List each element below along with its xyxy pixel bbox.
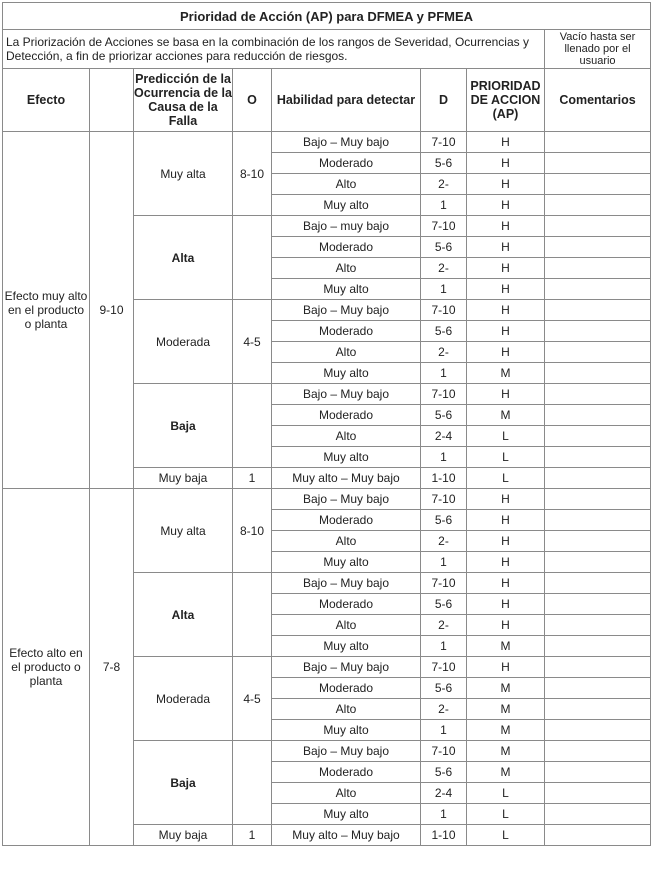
detection-cell: Moderado bbox=[272, 510, 421, 531]
detection-rank: 5-6 bbox=[421, 762, 467, 783]
header-comentarios: Comentarios bbox=[545, 69, 651, 132]
detection-rank: 2- bbox=[421, 258, 467, 279]
detection-cell: Alto bbox=[272, 783, 421, 804]
comment-cell bbox=[545, 153, 651, 174]
header-severity bbox=[90, 69, 134, 132]
detection-rank: 1 bbox=[421, 804, 467, 825]
detection-rank: 7-10 bbox=[421, 384, 467, 405]
header-prioridad: PRIORIDAD DE ACCION (AP) bbox=[467, 69, 545, 132]
ap-cell: H bbox=[467, 615, 545, 636]
ap-cell: H bbox=[467, 153, 545, 174]
detection-rank: 5-6 bbox=[421, 237, 467, 258]
detection-cell: Bajo – Muy bajo bbox=[272, 657, 421, 678]
ap-cell: M bbox=[467, 363, 545, 384]
ap-cell: L bbox=[467, 426, 545, 447]
comment-cell bbox=[545, 342, 651, 363]
detection-cell: Muy alto bbox=[272, 447, 421, 468]
detection-cell: Bajo – Muy bajo bbox=[272, 384, 421, 405]
comment-cell bbox=[545, 678, 651, 699]
detection-cell: Moderado bbox=[272, 678, 421, 699]
ap-table bbox=[2, 2, 651, 846]
ap-cell: M bbox=[467, 720, 545, 741]
ap-cell: H bbox=[467, 258, 545, 279]
ap-cell: M bbox=[467, 636, 545, 657]
detection-cell: Alto bbox=[272, 699, 421, 720]
detection-rank: 1 bbox=[421, 279, 467, 300]
comment-cell bbox=[545, 195, 651, 216]
occurrence-rank bbox=[233, 216, 272, 300]
detection-rank: 7-10 bbox=[421, 132, 467, 153]
detection-cell: Bajo – Muy bajo bbox=[272, 489, 421, 510]
detection-cell: Moderado bbox=[272, 594, 421, 615]
comment-cell bbox=[545, 300, 651, 321]
ap-cell: H bbox=[467, 657, 545, 678]
occurrence-rank: 8-10 bbox=[233, 132, 272, 216]
occurrence-label: Moderada bbox=[134, 300, 233, 384]
ap-cell: M bbox=[467, 762, 545, 783]
comment-cell bbox=[545, 783, 651, 804]
detection-rank: 5-6 bbox=[421, 321, 467, 342]
comment-cell bbox=[545, 531, 651, 552]
header-prediccion: Predicción de la Ocurrencia de la Causa de la Falla bbox=[134, 69, 233, 132]
ap-cell: L bbox=[467, 468, 545, 489]
detection-rank: 5-6 bbox=[421, 678, 467, 699]
detection-cell: Muy alto bbox=[272, 804, 421, 825]
detection-rank: 2- bbox=[421, 615, 467, 636]
ap-cell: H bbox=[467, 321, 545, 342]
detection-cell: Muy alto bbox=[272, 195, 421, 216]
comment-cell bbox=[545, 216, 651, 237]
comment-cell bbox=[545, 825, 651, 846]
ap-cell: M bbox=[467, 699, 545, 720]
detection-cell: Muy alto bbox=[272, 363, 421, 384]
detection-rank: 1 bbox=[421, 195, 467, 216]
severity-cell: 7-8 bbox=[90, 489, 134, 846]
severity-cell: 9-10 bbox=[90, 132, 134, 489]
ap-cell: H bbox=[467, 573, 545, 594]
ap-cell: H bbox=[467, 594, 545, 615]
comment-cell bbox=[545, 636, 651, 657]
header-habilidad: Habilidad para detectar bbox=[272, 69, 421, 132]
detection-rank: 7-10 bbox=[421, 216, 467, 237]
ap-cell: H bbox=[467, 279, 545, 300]
header-o: O bbox=[233, 69, 272, 132]
detection-rank: 2- bbox=[421, 531, 467, 552]
detection-cell: Muy alto bbox=[272, 552, 421, 573]
comment-cell bbox=[545, 762, 651, 783]
detection-rank: 2-4 bbox=[421, 426, 467, 447]
ap-cell: H bbox=[467, 237, 545, 258]
detection-rank: 1 bbox=[421, 636, 467, 657]
comment-cell bbox=[545, 363, 651, 384]
detection-rank: 7-10 bbox=[421, 489, 467, 510]
detection-rank: 5-6 bbox=[421, 510, 467, 531]
detection-cell: Moderado bbox=[272, 321, 421, 342]
ap-cell: H bbox=[467, 132, 545, 153]
occurrence-rank bbox=[233, 741, 272, 825]
occurrence-label: Baja bbox=[134, 384, 233, 468]
occurrence-label: Alta bbox=[134, 216, 233, 300]
table-row bbox=[3, 489, 651, 510]
comment-cell bbox=[545, 657, 651, 678]
occurrence-label: Muy alta bbox=[134, 132, 233, 216]
occurrence-rank: 8-10 bbox=[233, 489, 272, 573]
comment-cell bbox=[545, 573, 651, 594]
detection-cell: Alto bbox=[272, 174, 421, 195]
detection-rank: 1 bbox=[421, 720, 467, 741]
detection-cell: Alto bbox=[272, 531, 421, 552]
occurrence-label: Alta bbox=[134, 573, 233, 657]
comment-cell bbox=[545, 384, 651, 405]
detection-rank: 1-10 bbox=[421, 825, 467, 846]
detection-cell: Muy alto bbox=[272, 636, 421, 657]
comment-cell bbox=[545, 510, 651, 531]
table-title: Prioridad de Acción (AP) para DFMEA y PFMEA bbox=[3, 3, 651, 30]
detection-cell: Muy alto bbox=[272, 279, 421, 300]
detection-cell: Moderado bbox=[272, 237, 421, 258]
occurrence-rank bbox=[233, 573, 272, 657]
detection-rank: 1 bbox=[421, 363, 467, 384]
comment-cell bbox=[545, 237, 651, 258]
detection-rank: 2-4 bbox=[421, 783, 467, 804]
detection-cell: Alto bbox=[272, 426, 421, 447]
detection-rank: 2- bbox=[421, 699, 467, 720]
occurrence-label: Baja bbox=[134, 741, 233, 825]
detection-cell: Muy alto bbox=[272, 720, 421, 741]
detection-rank: 2- bbox=[421, 342, 467, 363]
ap-cell: M bbox=[467, 678, 545, 699]
comment-cell bbox=[545, 699, 651, 720]
comment-cell bbox=[545, 489, 651, 510]
detection-cell: Moderado bbox=[272, 405, 421, 426]
ap-cell: H bbox=[467, 384, 545, 405]
detection-cell: Bajo – Muy bajo bbox=[272, 300, 421, 321]
header-efecto: Efecto bbox=[3, 69, 90, 132]
intro-note: Vacío hasta ser llenado por el usuario bbox=[545, 30, 651, 69]
detection-cell: Bajo – Muy bajo bbox=[272, 741, 421, 762]
comment-cell bbox=[545, 594, 651, 615]
comment-cell bbox=[545, 258, 651, 279]
occurrence-label: Moderada bbox=[134, 657, 233, 741]
comment-cell bbox=[545, 468, 651, 489]
detection-cell: Bajo – Muy bajo bbox=[272, 573, 421, 594]
ap-cell: H bbox=[467, 552, 545, 573]
ap-table-container bbox=[2, 2, 651, 846]
detection-cell: Alto bbox=[272, 258, 421, 279]
occurrence-label: Muy alta bbox=[134, 489, 233, 573]
comment-cell bbox=[545, 279, 651, 300]
ap-cell: L bbox=[467, 804, 545, 825]
detection-rank: 5-6 bbox=[421, 594, 467, 615]
ap-cell: L bbox=[467, 783, 545, 804]
comment-cell bbox=[545, 405, 651, 426]
detection-cell: Moderado bbox=[272, 153, 421, 174]
occurrence-rank: 4-5 bbox=[233, 657, 272, 741]
occurrence-rank: 4-5 bbox=[233, 300, 272, 384]
effect-cell: Efecto alto en el producto o planta bbox=[3, 489, 90, 846]
intro-text: La Priorización de Acciones se basa en la combinación de los rangos de Severidad, Ocurrencias y Detección, a fin de priorizar acciones para reducción de riesgos. bbox=[3, 30, 545, 69]
detection-rank: 7-10 bbox=[421, 657, 467, 678]
comment-cell bbox=[545, 615, 651, 636]
table-row bbox=[3, 132, 651, 153]
comment-cell bbox=[545, 132, 651, 153]
detection-rank: 1 bbox=[421, 552, 467, 573]
ap-cell: H bbox=[467, 300, 545, 321]
detection-rank: 5-6 bbox=[421, 153, 467, 174]
detection-cell: Moderado bbox=[272, 762, 421, 783]
comment-cell bbox=[545, 741, 651, 762]
comment-cell bbox=[545, 321, 651, 342]
detection-cell: Alto bbox=[272, 615, 421, 636]
ap-cell: H bbox=[467, 510, 545, 531]
comment-cell bbox=[545, 552, 651, 573]
ap-cell: H bbox=[467, 342, 545, 363]
occurrence-rank: 1 bbox=[233, 468, 272, 489]
effect-group bbox=[3, 132, 651, 489]
detection-rank: 2- bbox=[421, 174, 467, 195]
occurrence-label: Muy baja bbox=[134, 825, 233, 846]
occurrence-rank: 1 bbox=[233, 825, 272, 846]
detection-cell: Muy alto – Muy bajo bbox=[272, 468, 421, 489]
detection-cell: Bajo – Muy bajo bbox=[272, 132, 421, 153]
ap-cell: H bbox=[467, 489, 545, 510]
comment-cell bbox=[545, 447, 651, 468]
header-d: D bbox=[421, 69, 467, 132]
ap-cell: L bbox=[467, 825, 545, 846]
occurrence-rank bbox=[233, 384, 272, 468]
effect-group bbox=[3, 489, 651, 846]
detection-rank: 7-10 bbox=[421, 573, 467, 594]
occurrence-label: Muy baja bbox=[134, 468, 233, 489]
detection-rank: 5-6 bbox=[421, 405, 467, 426]
detection-rank: 1 bbox=[421, 447, 467, 468]
ap-cell: H bbox=[467, 531, 545, 552]
ap-cell: H bbox=[467, 195, 545, 216]
detection-cell: Bajo – muy bajo bbox=[272, 216, 421, 237]
effect-cell: Efecto muy alto en el producto o planta bbox=[3, 132, 90, 489]
comment-cell bbox=[545, 804, 651, 825]
detection-cell: Muy alto – Muy bajo bbox=[272, 825, 421, 846]
ap-cell: M bbox=[467, 405, 545, 426]
ap-cell: H bbox=[467, 174, 545, 195]
ap-cell: H bbox=[467, 216, 545, 237]
ap-cell: L bbox=[467, 447, 545, 468]
comment-cell bbox=[545, 174, 651, 195]
comment-cell bbox=[545, 720, 651, 741]
detection-cell: Alto bbox=[272, 342, 421, 363]
comment-cell bbox=[545, 426, 651, 447]
ap-cell: M bbox=[467, 741, 545, 762]
detection-rank: 7-10 bbox=[421, 741, 467, 762]
detection-rank: 1-10 bbox=[421, 468, 467, 489]
detection-rank: 7-10 bbox=[421, 300, 467, 321]
